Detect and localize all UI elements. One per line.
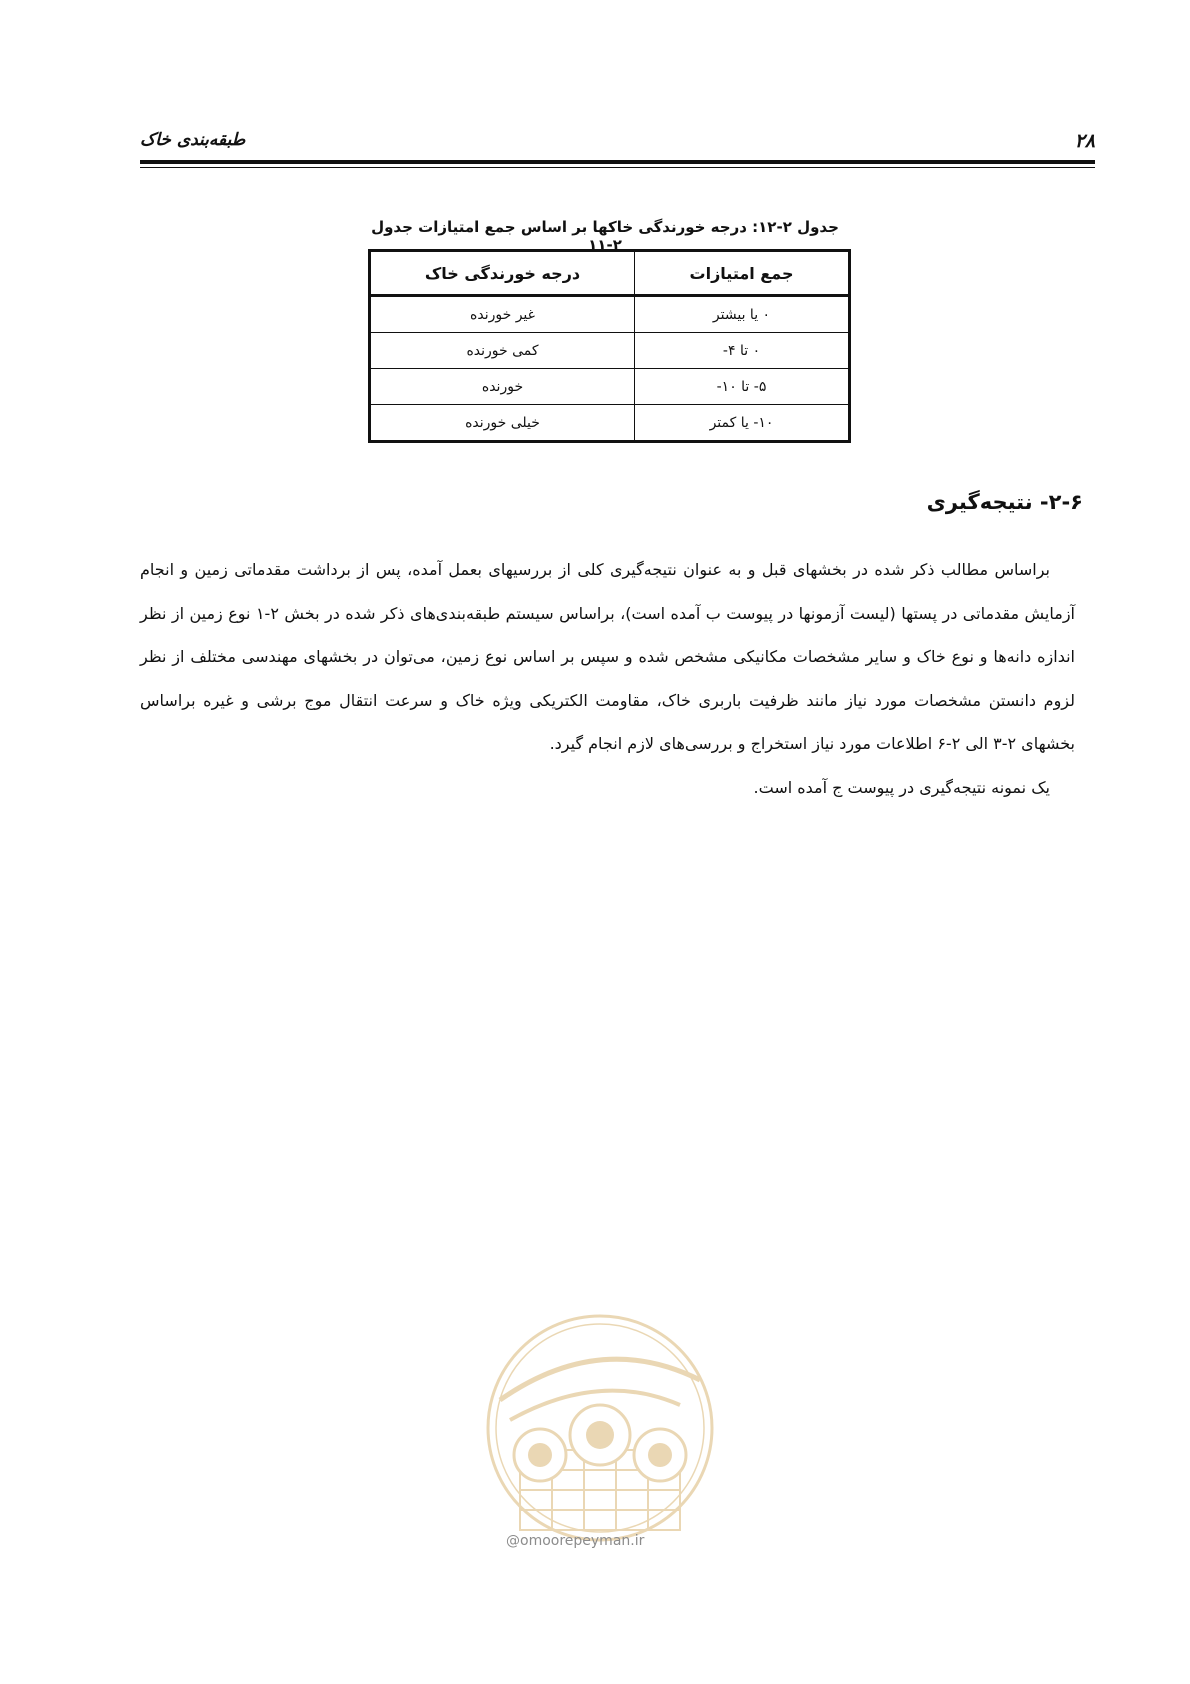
table-row: [370, 296, 850, 333]
section-heading: ۲-۶- نتیجه‌گیری: [926, 490, 1083, 514]
header-rule-thick: [140, 160, 1095, 164]
table-row: [370, 369, 850, 405]
corrosion-grade-table: [368, 249, 851, 443]
table-cell-score: ۰ تا ۴-: [635, 333, 850, 369]
header-rule-thin: [140, 167, 1095, 168]
column-header-grade: درجه خورندگی خاک: [370, 251, 635, 296]
body-paragraph: براساس مطالب ذکر شده در بخشهای قبل و به عنوان نتیجه‌گیری کلی از بررسیهای بعمل آمده، پس از برداشت مقدماتی زمین و انجام آزمایش مقدماتی در پستها (لیست آزمونها در پیوست ب آمده است)، براساس سیستم طبقه‌بندی‌های ذکر شده در بخش ۲-۱ نوع زمین از نظر اندازه دانه‌ها و نوع خاک و سایر مشخصات مکانیکی مشخص شده و سپس بر اساس نوع زمین، می‌توان در بخشهای مهندسی مختلف از نظر لزوم دانستن مشخصات مورد نیاز مانند ظرفیت باربری خاک، مقاومت الکتریکی ویژه خاک و سرعت انتقال موج برشی و غیره براساس بخشهای ۲-۳ الی ۲-۶ اطلاعات مورد نیاز استخراج و بررسی‌های لازم انجام گیرد.: [140, 560, 1075, 753]
table-cell-grade: خیلی خورنده: [370, 405, 635, 442]
table-header-row: [370, 251, 850, 296]
table-cell-score: ۱۰- یا کمتر: [635, 405, 850, 442]
table-cell-grade: غیر خورنده: [370, 296, 635, 333]
table-cell-score: ۵- تا ۱۰-: [635, 369, 850, 405]
table-caption: جدول ۲-۱۲: درجه خورندگی خاکها بر اساس جمع امتیازات جدول ۲-۱۱: [371, 218, 839, 254]
page-number: ۲۸: [1074, 130, 1095, 152]
table-cell-score: ۰ یا بیشتر: [635, 296, 850, 333]
body-paragraph: یک نمونه نتیجه‌گیری در پیوست ج آمده است.: [753, 777, 1050, 797]
running-title: طبقه‌بندی خاک: [140, 130, 246, 150]
table-row: [370, 333, 850, 369]
table-row: [370, 405, 850, 442]
section-body: [140, 548, 1075, 809]
watermark-url: @omoorepeyman.ir: [506, 1533, 645, 1549]
column-header-score: جمع امتیازات: [635, 251, 850, 296]
table-cell-grade: خورنده: [370, 369, 635, 405]
table-cell-grade: کمی خورنده: [370, 333, 635, 369]
